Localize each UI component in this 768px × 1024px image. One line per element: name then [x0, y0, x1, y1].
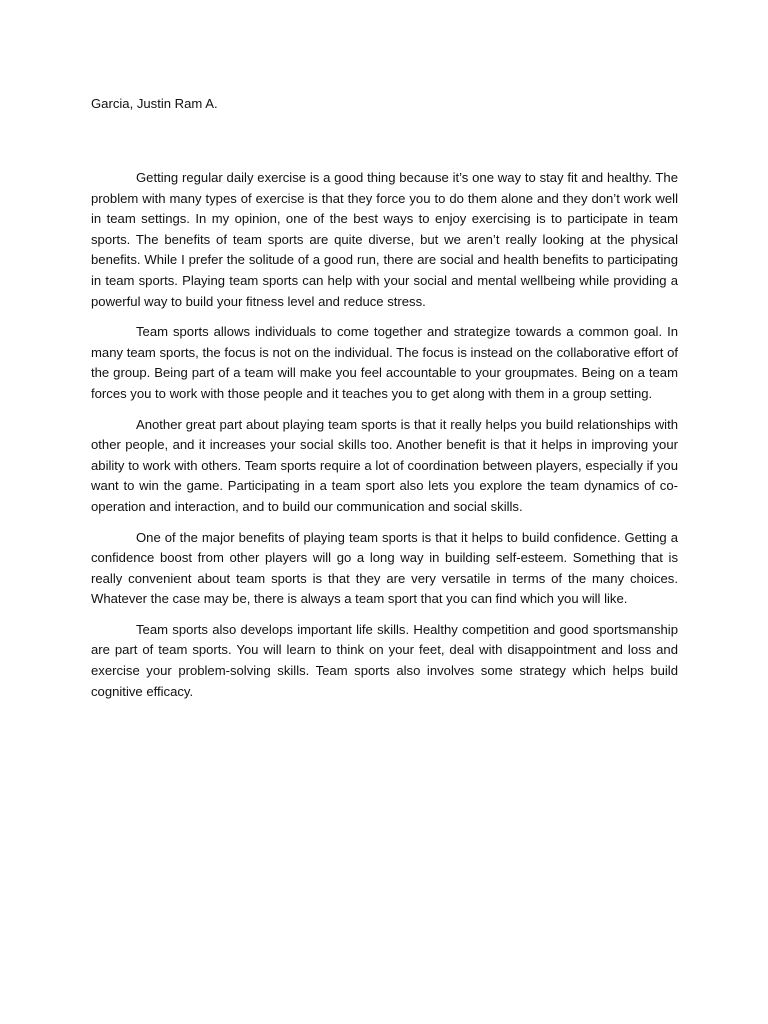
- paragraph-5: Team sports also develops important life skills. Healthy competition and good sportsmanship are part of team sports. You will learn to think on your feet, deal with disappointment and loss and exercise your problem-solving skills. Team sports also involves some strategy which helps build cognitive efficacy.: [91, 621, 678, 699]
- paragraph-1: Getting regular daily exercise is a good thing because it’s one way to stay fit and healthy. The problem with many types of exercise is that they force you to do them alone and they don’t work well in team settings. In my opinion, one of the best ways to enjoy exercising is to participate in team sports. The benefits of team sports are quite diverse, but we aren’t really looking at the physical benefits. While I prefer the solitude of a good run, there are social and health benefits to participating in team sports. Playing team sports can help with your social and mental wellbeing while providing a powerful way to build your fitness level and reduce stress.: [91, 170, 678, 309]
- essay-body: [91, 168, 678, 702]
- paragraph-2: Team sports allows individuals to come together and strategize towards a common goal. In many team sports, the focus is not on the individual. The focus is instead on the collaborative effort of the group. Being part of a team will make you feel accountable to your groupmates. Being on a team forces you to work with those people and it teaches you to get along with them in a group setting.: [91, 324, 678, 401]
- author-name: Garcia, Justin Ram A.: [91, 96, 218, 111]
- paragraph-4: One of the major benefits of playing team sports is that it helps to build confidence. Getting a confidence boost from other players will go a long way in building self-esteem. Something that is really convenient about team sports is that they are very versatile in terms of the many choices. Whatever the case may be, there is always a team sport that you can find which you will like.: [91, 529, 678, 607]
- paragraph-3: Another great part about playing team sports is that it really helps you build relationships with other people, and it increases your social skills too. Another benefit is that it helps in improving your ability to work with others. Team sports require a lot of coordination between players, especially if you want to win the game. Participating in a team sport also lets you explore the team dynamics of co-operation and interaction, and to build our communication and social skills.: [91, 416, 678, 514]
